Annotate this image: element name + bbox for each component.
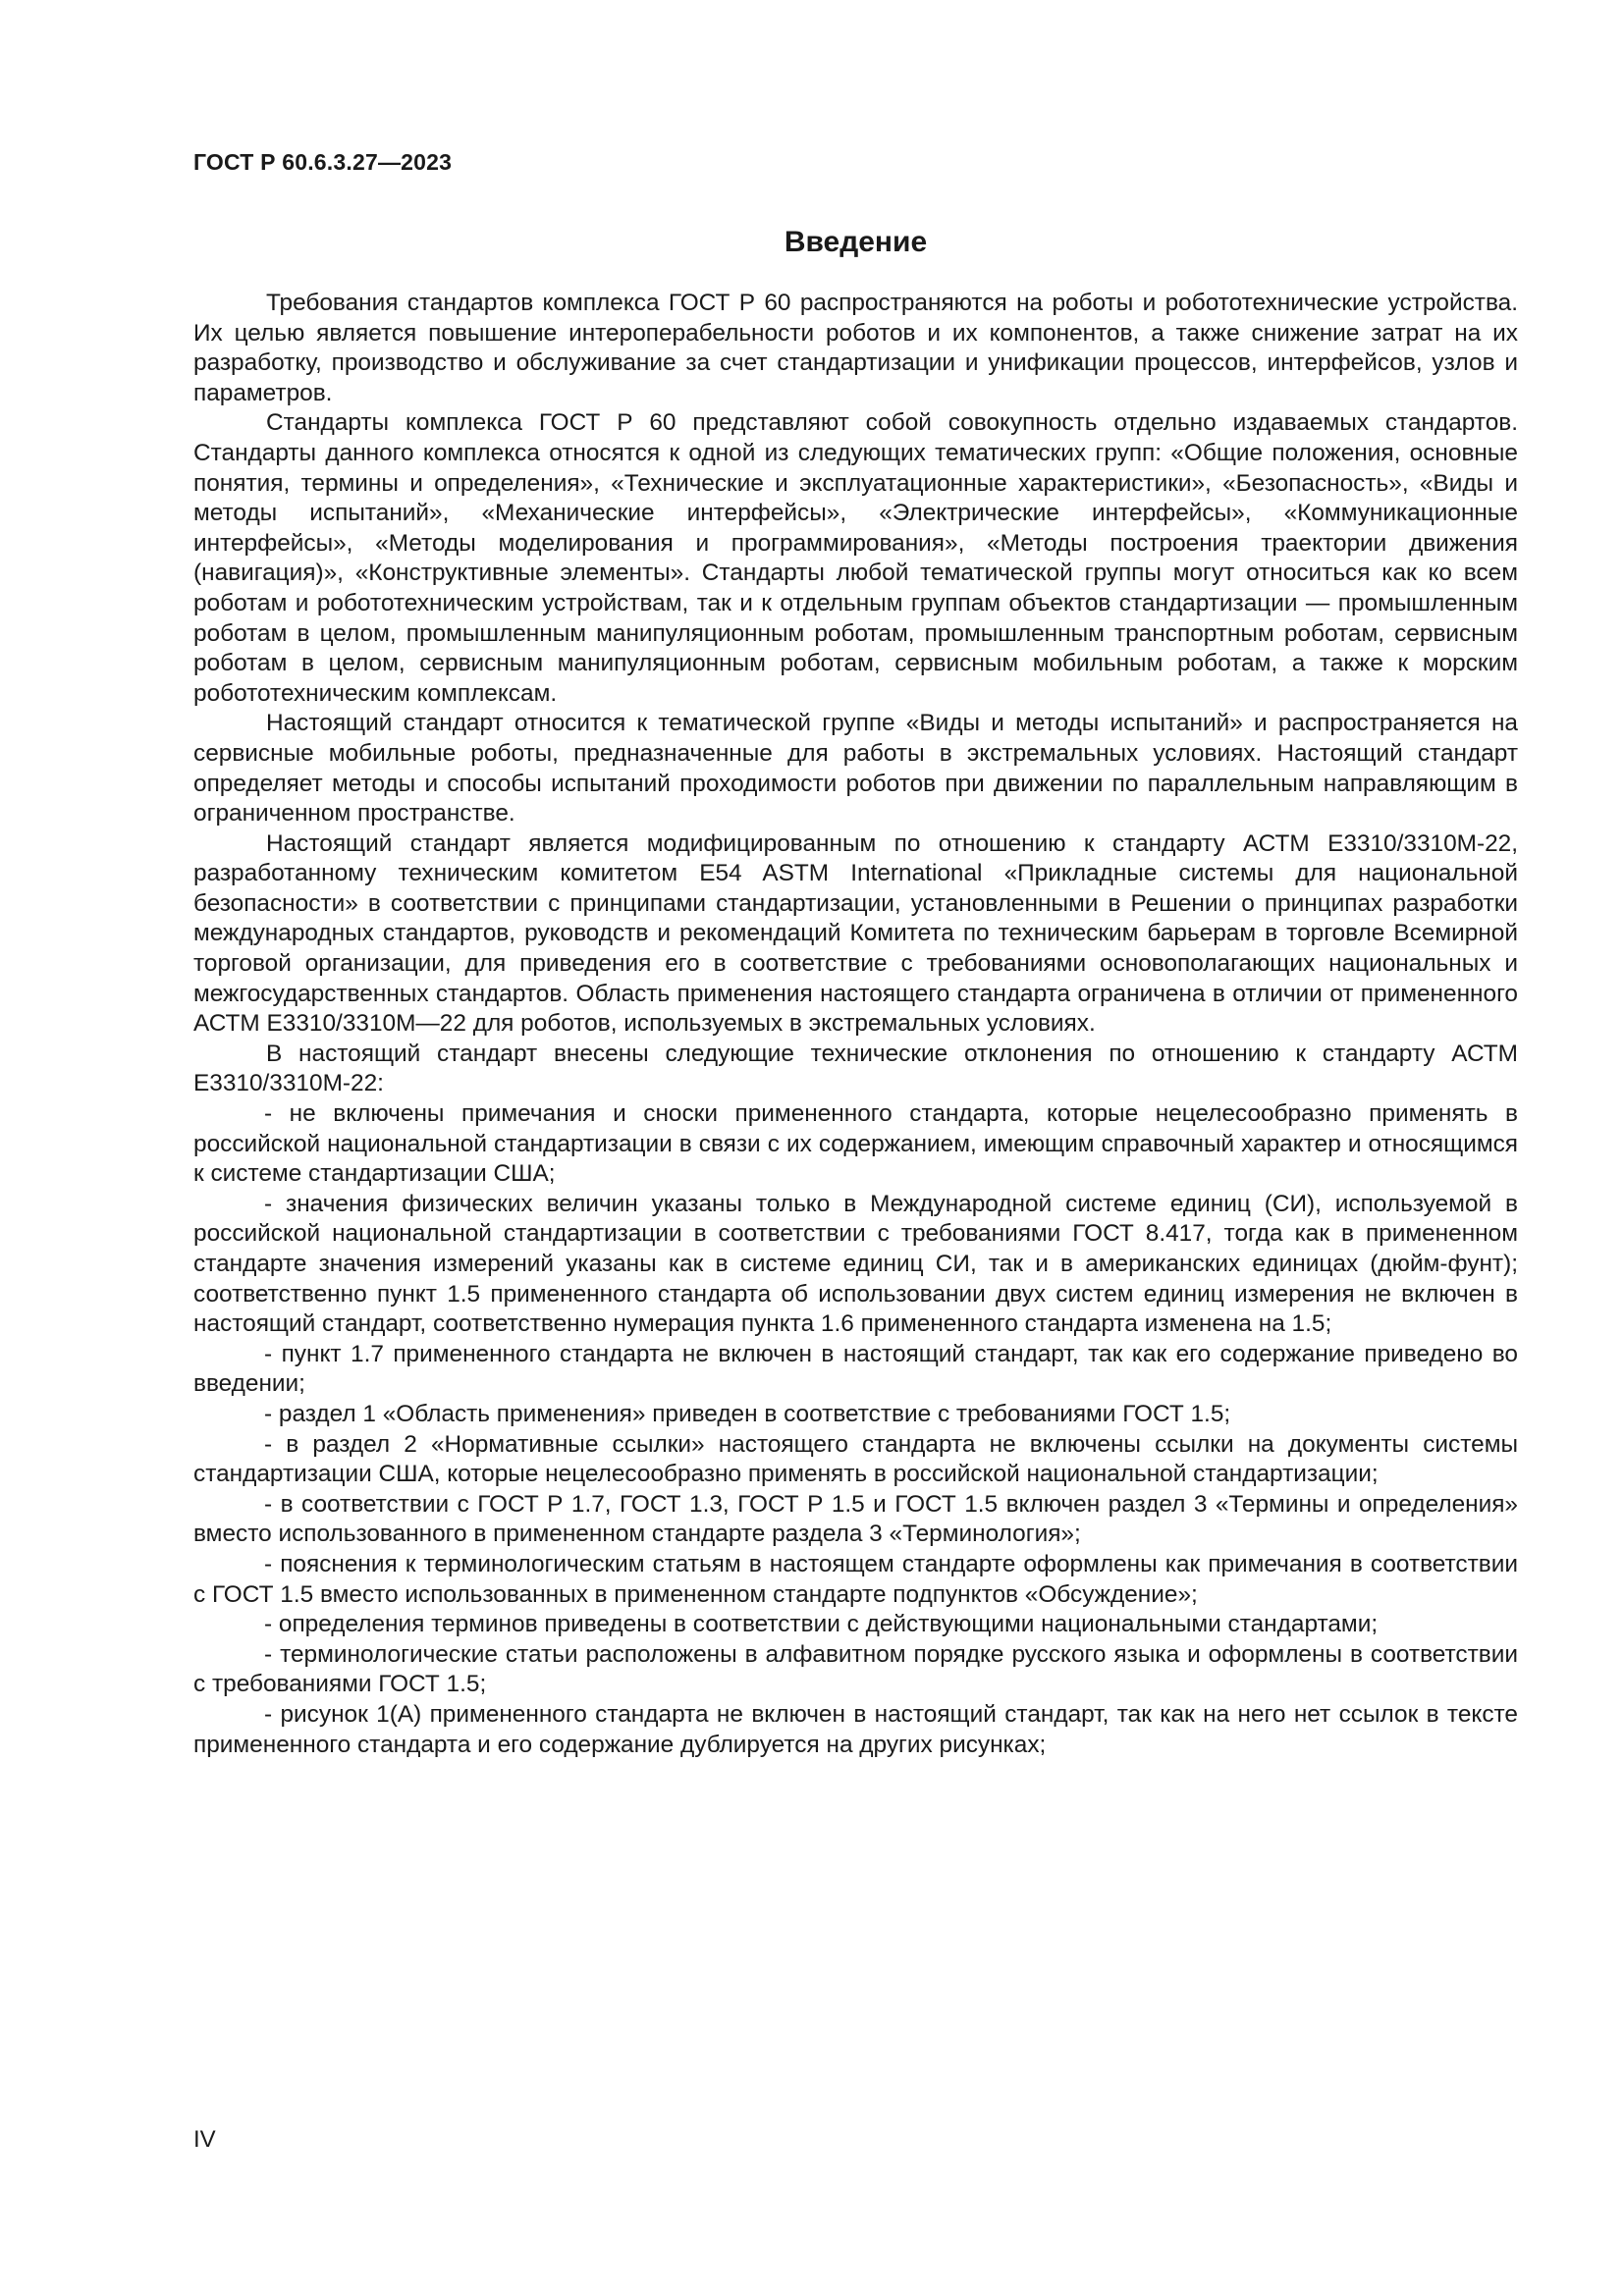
deviation-list-item: - не включены примечания и сноски примененного стандарта, которые нецелесообразно применять в российской национальной стандартизации в связи с их содержанием, имеющим справочный характер и относящимся к системе стандартизации США; bbox=[193, 1100, 1518, 1188]
deviation-list-item: - в соответствии с ГОСТ Р 1.7, ГОСТ 1.3, ГОСТ Р 1.5 и ГОСТ 1.5 включен раздел 3 «Термины и определения» вместо использованного в примененном стандарте раздела 3 «Терминология»; bbox=[193, 1490, 1518, 1548]
deviation-list-item: - раздел 1 «Область применения» приведен в соответствие с требованиями ГОСТ 1.5; bbox=[264, 1400, 1231, 1427]
deviation-list-item: - в раздел 2 «Нормативные ссылки» настоящего стандарта не включены ссылки на документы системы стандартизации США, которые нецелесообразно применять в российской национальной стандартизации; bbox=[193, 1430, 1518, 1488]
deviation-list-item: - пояснения к терминологическим статьям в настоящем стандарте оформлены как примечания в соответствии с ГОСТ 1.5 вместо использованных в примененном стандарте подпунктов «Обсуждение»; bbox=[193, 1550, 1518, 1608]
paragraph: Настоящий стандарт относится к тематической группе «Виды и методы испытаний» и распространяется на сервисные мобильные роботы, предназначенные для работы в экстремальных условиях. Настоящий стандарт определяет методы и способы испытаний проходимости роботов при движении по параллельным направляющим в ограниченном пространстве. bbox=[193, 710, 1518, 828]
deviation-list-item: - пункт 1.7 примененного стандарта не включен в настоящий стандарт, так как его содержание приведено во введении; bbox=[193, 1340, 1518, 1398]
paragraph: Настоящий стандарт является модифицированным по отношению к стандарту АСТМ Е3310/3310М-22, разработанному техническим комитетом E54 ASTM International «Прикладные системы для национальной безопасности» в соответствии с принципами стандартизации, установленными в Решении о принципах разработки международных стандартов, руководств и рекомендаций Комитета по техническим барьерам в торговле Всемирной торговой организации, для приведения его в соответствие с требованиями основополагающих национальных и межгосударственных стандартов. Область применения настоящего стандарта ограничена в отличии от примененного АСТМ Е3310/3310М—22 для роботов, используемых в экстремальных условиях. bbox=[193, 829, 1518, 1038]
paragraph: Стандарты комплекса ГОСТ Р 60 представляют собой совокупность отдельно издаваемых стандартов. Стандарты данного комплекса относятся к одной из следующих тематических групп: «Общие положения, основные понятия, термины и определения», «Технические и эксплуатационные характеристики», «Безопасность», «Виды и методы испытаний», «Механические интерфейсы», «Электрические интерфейсы», «Коммуникационные интерфейсы», «Методы моделирования и программирования», «Методы построения траектории движения (навигация)», «Конструктивные элементы». Стандарты любой тематической группы могут относиться как ко всем роботам и робототехническим устройствам, так и к отдельным группам объектов стандартизации — промышленным роботам в целом, промышленным манипуляционным роботам, промышленным транспортным роботам, сервисным роботам в целом, сервисным манипуляционным роботам, сервисным мобильным роботам, а также к морским робототехническим комплексам. bbox=[193, 409, 1518, 707]
deviation-list-item: - значения физических величин указаны только в Международной системе единиц (СИ), используемой в российской национальной стандартизации в соответствии с требованиями ГОСТ 8.417, тогда как в примененном стандарте значения измерений указаны как в системе единиц СИ, так и в американских единицах (дюйм-фунт); соответственно пункт 1.5 примененного стандарта об использовании двух систем единиц измерения не включен в настоящий стандарт, соответственно нумерация пункта 1.6 примененного стандарта изменена на 1.5; bbox=[193, 1190, 1518, 1338]
deviation-list-item: - определения терминов приведены в соответствии с действующими национальными стандартами; bbox=[264, 1611, 1379, 1638]
section-body bbox=[193, 289, 1518, 1760]
section-title: Введение bbox=[784, 226, 928, 258]
document-designation: ГОСТ Р 60.6.3.27—2023 bbox=[193, 149, 453, 175]
paragraph: Требования стандартов комплекса ГОСТ Р 60 распространяются на роботы и робототехнические устройства. Их целью является повышение интероперабельности роботов и их компонентов, а также снижение затрат на их разработку, производство и обслуживание за счет стандартизации и унификации процессов, интерфейсов, узлов и параметров. bbox=[193, 290, 1518, 406]
deviation-list-item: - рисунок 1(А) примененного стандарта не включен в настоящий стандарт, так как на него нет ссылок в тексте примененного стандарта и его содержание дублируется на других рисунках; bbox=[193, 1700, 1518, 1758]
deviation-list-item: - терминологические статьи расположены в алфавитном порядке русского языка и оформлены в соответствии с требованиями ГОСТ 1.5; bbox=[193, 1640, 1518, 1698]
paragraph: В настоящий стандарт внесены следующие технические отклонения по отношению к стандарту АСТМ Е3310/3310М-22: bbox=[193, 1040, 1518, 1097]
page-number: IV bbox=[193, 2126, 216, 2153]
